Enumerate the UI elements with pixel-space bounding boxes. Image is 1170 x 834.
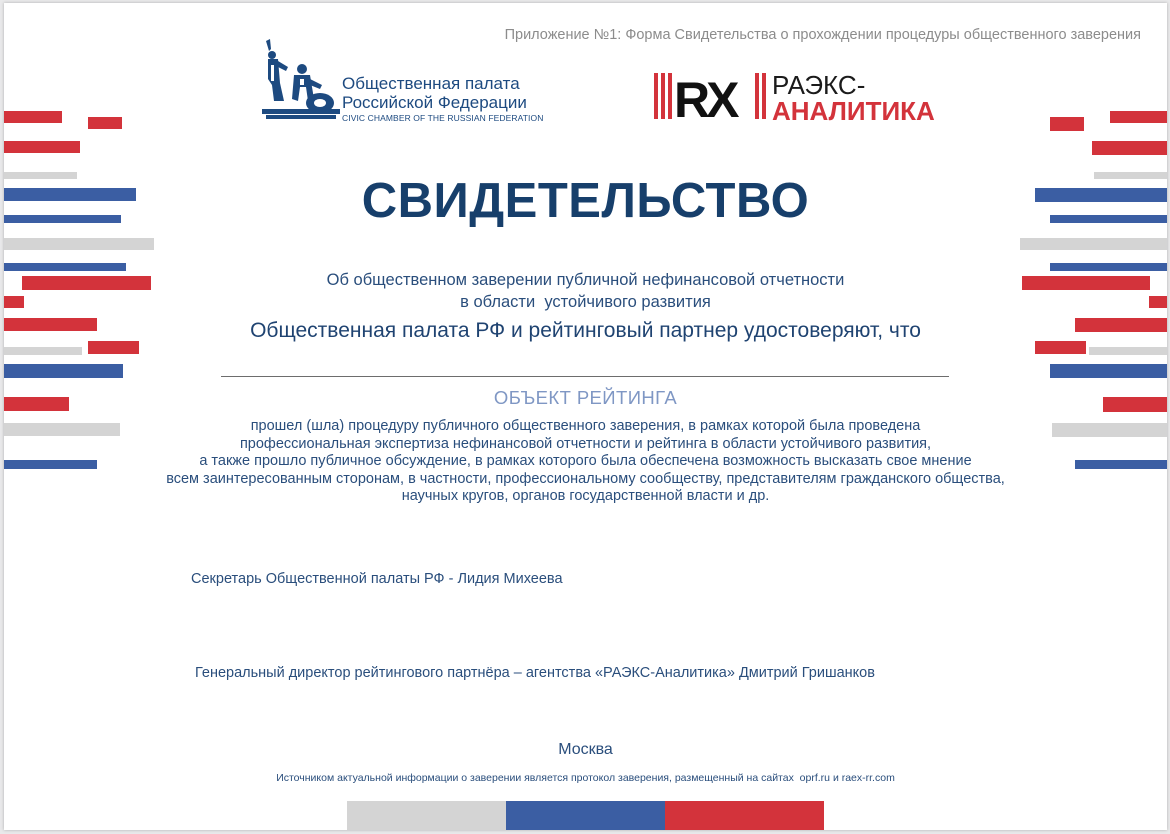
certificate-page bbox=[4, 3, 1167, 830]
secretary-signature-line: Секретарь Общественной палаты РФ - Лидия Михеева bbox=[191, 571, 563, 587]
subtitle-line1: Об общественном заверении публичной нефинансовой отчетности bbox=[326, 271, 845, 289]
body-line: научных кругов, органов государственной власти и др. bbox=[401, 488, 770, 504]
raex-name-line2: АНАЛИТИКА bbox=[772, 96, 935, 126]
monument-emblem-icon bbox=[262, 39, 340, 121]
opc-name-english: CIVIC CHAMBER OF THE RUSSIAN FEDERATION bbox=[342, 113, 544, 123]
opc-name-line1: Общественная палата bbox=[342, 74, 520, 93]
body-line: профессиональная экспертиза нефинансовой отчетности и рейтинга в области устойчивого развития, bbox=[239, 435, 932, 452]
body-line: прошел (шла) процедуру публичного общественного заверения, в рамках которой была проведена bbox=[250, 418, 921, 434]
body-line: всем заинтересованным сторонам, в частности, профессиональному сообществу, представителям гражданского общества, bbox=[166, 470, 1005, 487]
raex-name-line1: РАЭКС- bbox=[772, 70, 866, 100]
opc-name-line2: Российской Федерации bbox=[342, 93, 527, 112]
object-name-line bbox=[221, 376, 949, 377]
certificate-body bbox=[4, 418, 1167, 506]
certificate-title: СВИДЕТЕЛЬСТВО bbox=[361, 174, 810, 228]
raex-logo bbox=[654, 70, 954, 126]
appendix-caption: Приложение №1: Форма Свидетельства о прохождении процедуры общественного заверения bbox=[504, 27, 1141, 43]
rating-object-label: ОБЪЕКТ РЕЙТИНГА bbox=[493, 387, 678, 408]
certificate-subtitle bbox=[4, 269, 1167, 313]
subtitle-line2: в области устойчивого развития bbox=[460, 293, 711, 311]
rx-mark-icon bbox=[654, 71, 766, 121]
body-line: а также прошло публичное обсуждение, в рамках которого была обеспечена возможность высказать свое мнение bbox=[199, 453, 972, 469]
director-signature-line: Генеральный директор рейтингового партнёра – агентства «РАЭКС-Аналитика» Дмитрий Гришанков bbox=[195, 665, 875, 681]
city-label: Москва bbox=[558, 741, 613, 758]
civic-chamber-logo bbox=[262, 39, 552, 123]
attestation-text: Общественная палата РФ и рейтинговый партнер удостоверяют, что bbox=[250, 319, 921, 342]
source-note: Источником актуальной информации о заверении является протокол заверения, размещенный на сайтах oprf.ru и raex-rr.com bbox=[276, 772, 895, 784]
svg-text:RX: RX bbox=[674, 72, 736, 121]
